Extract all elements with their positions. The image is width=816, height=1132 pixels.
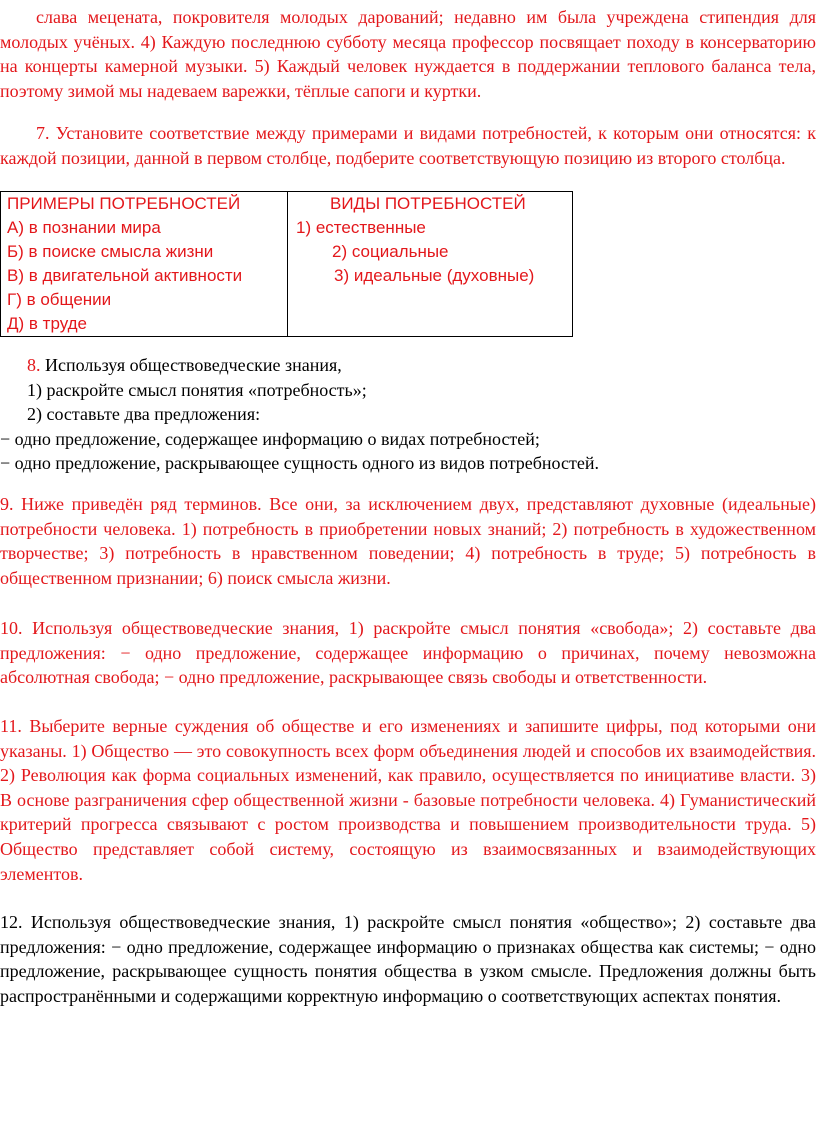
example-item: Г) в общении xyxy=(7,290,112,309)
question-9: 9. Ниже приведён ряд терминов. Все они, за исключением двух, представляют духовные (идеальные) потребности человека. 1) потребность в приобретении новых знаний; 2) потребность в художественном творчестве; 3) потребность в нравственном поведении; 4) потребность в труде; 5) потребность в общественном признании; 6) поиск смысла жизни. xyxy=(0,494,816,588)
question-11: 11. Выберите верные суждения об обществе и его изменениях и запишите цифры, под которыми они указаны. 1) Общество — это совокупность всех форм объединения людей и способов их взаимодействия. 2) Революция как форма социальных изменений, как правило, осуществляется по инициативе власти. 3) В основе разграничения сфер общественной жизни - базовые потребности человека. 4) Гуманистический критерий прогресса связывают с ростом производства и повышением производительности труда. 5) Общество представляет собой систему, состоящую из взаимосвязанных и взаимодействующих элементов. xyxy=(0,716,816,884)
question-8-item-2: 2) составьте два предложения: xyxy=(27,404,261,425)
question-8-lead-line xyxy=(0,353,816,378)
types-column xyxy=(288,192,573,337)
question-8-number: 8. xyxy=(27,355,41,375)
type-item: 1) естественные xyxy=(296,218,426,237)
examples-column xyxy=(1,192,288,337)
question-10: 10. Используя обществоведческие знания, 1) раскройте смысл понятия «свобода»; 2) составьте два предложения: − одно предложение, содержащее информацию о причинах, почему невозможна абсолютная свобода; − одно предложение, раскрывающее связь свободы и ответственности. xyxy=(0,618,816,688)
type-item: 2) социальные xyxy=(332,242,449,261)
example-item: В) в двигательной активности xyxy=(7,266,243,285)
type-item: 3) идеальные (духовные) xyxy=(334,266,535,285)
question-7: 7. Установите соответствие между примерами и видами потребностей, к которым они относятся: к каждой позиции, данной в первом столбце, подберите соответствующую позицию из второго столбца. xyxy=(0,123,816,168)
matching-table xyxy=(0,191,573,337)
example-item: А) в познании мира xyxy=(7,218,161,237)
question-8 xyxy=(0,353,816,476)
question-12: 12. Используя обществоведческие знания, 1) раскройте смысл понятия «общество»; 2) составьте два предложения: − одно предложение, содержащее информацию о признаках общества как системы; − одно предложение, раскрывающее сущность понятия общества в узком смысле. Предложения должны быть распространёнными и содержащими корректную информацию о соответствующих аспектах понятия. xyxy=(0,912,816,1006)
example-item: Д) в труде xyxy=(7,314,88,333)
example-item: Б) в поиске смысла жизни xyxy=(7,242,214,261)
question-8-sub-1: − одно предложение, содержащее информацию о видах потребностей; xyxy=(0,428,540,449)
intro-paragraph: слава мецената, покровителя молодых дарований; недавно им была учреждена стипендия для молодых учёных. 4) Каждую последнюю субботу месяца профессор посвящает походу в консерваторию на концерты камерной музыки. 5) Каждый человек нуждается в поддержании теплового баланса тела, поэтому зимой мы надеваем варежки, тёплые сапоги и куртки. xyxy=(0,7,816,101)
types-header: ВИДЫ ПОТРЕБНОСТЕЙ xyxy=(330,194,526,213)
question-8-sub-2: − одно предложение, раскрывающее сущность одного из видов потребностей. xyxy=(0,453,599,474)
examples-header: ПРИМЕРЫ ПОТРЕБНОСТЕЙ xyxy=(7,194,241,213)
question-8-item-1: 1) раскройте смысл понятия «потребность»; xyxy=(27,379,367,400)
question-8-lead: Используя обществоведческие знания, xyxy=(40,355,342,375)
